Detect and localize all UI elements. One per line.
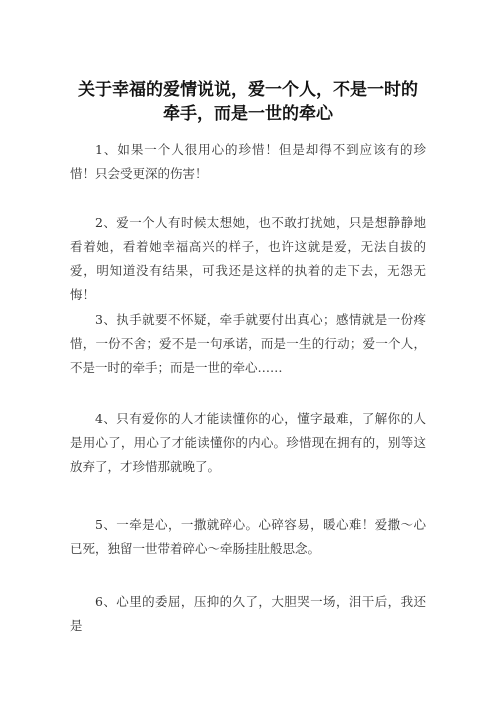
document-title: 关于幸福的爱情说说，爱一个人，不是一时的牵手，而是一世的牵心 <box>78 80 418 124</box>
paragraph-1: 1、如果一个人很用心的珍惜！但是却得不到应该有的珍惜！只会受更深的伤害！ <box>70 142 426 181</box>
paragraph-2: 2、爱一个人有时候太想她，也不敢打扰她，只是想静静地看着她，看着她幸福高兴的样子，也许这就是爱，无法自拔的爱，明知道没有结果，可我还是这样的执着的走下去，无怨无悔！ <box>70 215 426 302</box>
paragraph-5: 5、一牵是心，一撒就碎心。心碎容易，暖心难！爱撒～心已死，独留一世带着碎心～牵肠挂肚般思念。 <box>70 517 426 556</box>
paragraph-4: 4、只有爱你的人才能读懂你的心，懂字最难，了解你的人是用心了，用心了才能读懂你的内心。珍惜现在拥有的，别等这放弃了，才珍惜那就晚了。 <box>70 411 426 474</box>
paragraph-6: 6、心里的委屈，压抑的久了，大胆哭一场，泪干后，我还是 <box>70 594 426 633</box>
paragraph-3: 3、执手就要不怀疑，牵手就要付出真心；感情就是一份疼惜，一份不舍；爱不是一句承诺，而是一生的行动；爱一个人，不是一时的牵手；而是一世的牵心…… <box>70 312 426 375</box>
